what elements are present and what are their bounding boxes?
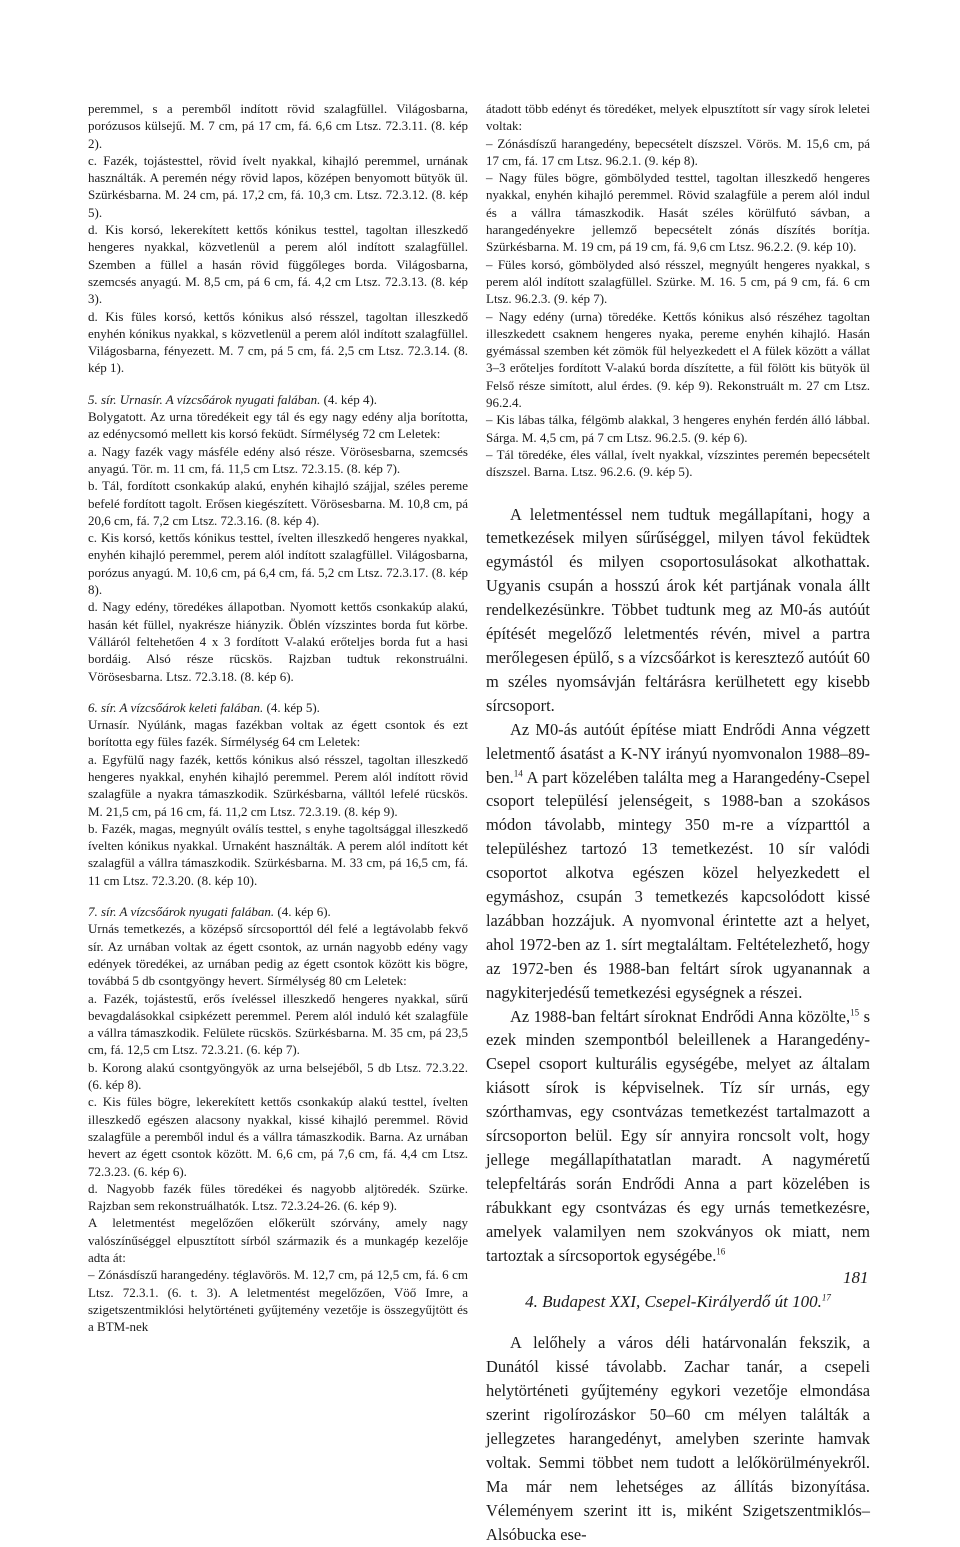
left-para: – Zónásdíszű harangedény. téglavörös. M. 12,7 cm, pá 12,5 cm, fá. 6 cm Ltsz. 72.3.1. (6. t. 3). A leletmentést megelőzően, Vöő Imre, a szigetszentmiklósi helytörténeti gyűjtemény vezetője is összegyűjtött és a BTM-nek xyxy=(88,1267,468,1335)
footnote-ref: 15 xyxy=(850,1007,860,1018)
section-heading-text: 4. Budapest XXI, Csepel-Királyerdő út 100. xyxy=(525,1291,822,1311)
left-para: c. Kis füles bögre, lekerekített kettős csonkakúp alakú testtel, ívelten illeszkedő egészen alacsony nyakkal, kissé kihajló peremmel. Rövid szalagfüle a peremből indul és a vállra támaszkodik. Barna. Az urnában hevert az égett csontok között. M. 6,6 cm, pá 7,6 cm, fá. 4,4 cm Ltsz. 72.3.23. (6. kép 6). xyxy=(88,1094,468,1179)
left-para: d. Nagyobb fazék füles töredékei és nagyobb aljtöredék. Szürke. Rajzban sem rekonstruálhatók. Ltsz. 72.3.24-26. (6. kép 9). xyxy=(88,1180,468,1214)
find-item: – Nagy füles bögre, gömbölyded testtel, tagoltan illeszkedő hengeres nyakkal, enyhén kihajló peremmel. Rövid szalagfüle a perem alól indul és a vállra támaszkodik. Hasát széles körülfutó sávban, a harangedényekre jellemző bepecsételt zónás díszítés borítja. Szürkésbarna. M. 19 cm, pá 19 cm, fá. 9,6 cm Ltsz. 96.2.2. (9. kép 10). xyxy=(486,170,870,255)
main-text xyxy=(486,503,870,1547)
left-column xyxy=(88,100,468,1335)
grave-heading xyxy=(88,903,468,920)
find-item: – Nagy edény (urna) töredéke. Kettős kónikus alsó részéhez tagoltan illeszkedett csaknem hengeres nyaka, pereme enyhén kihajló. Hasán gyémással szemben két zömök fül helyezkedett el A fülek között a vállat 3–3 erőteljes fordított V-alakú borda díszítette, a fül fölött kis bütyök ül Felső része simított, alul érdes. (9. kép 9). Rekonstruált m. 27 cm Ltsz. 96.2.4. xyxy=(486,308,870,411)
find-item: – Zónásdíszű harangedény, bepecsételt díszszel. Vörös. M. 15,6 cm, pá 17 cm, fá. 17 cm Ltsz. 96.2.1. (9. kép 8). xyxy=(486,135,870,168)
find-item: átadott több edényt és töredéket, melyek elpusztított sír vagy sírok leletei voltak: xyxy=(486,101,870,134)
left-para: a. Fazék, tojástestű, erős íveléssel illeszkedő hengeres nyakkal, sűrű bevagdalásokkal csipkézett peremmel. Perem alól induló két szalagfüle a vállra támaszkodik. Felülete rücskös. Szürkésbarna. M. 35 cm, pá 23,5 cm, fá. 12,5 cm Ltsz. 72.3.21. (6. kép 7). xyxy=(88,990,468,1058)
body-text: Az M0-ás autóút építése miatt Endrődi Anna végzett leletmentő ásatást a K-NY irányú nyomvonalon 1988–89-ben. xyxy=(486,719,870,787)
left-para: b. Tál, fordított csonkakúp alakú, enyhén kihajló szájjal, széles pereme befelé fordított tagolt. Erősen kiegészített. Vörösesbarna. M. 10,8 cm, pá 20,6 cm, fá. 7,2 cm Ltsz. 72.3.16. (8. kép 4). xyxy=(88,478,468,528)
find-item: – Füles korsó, gömbölyded alsó résszel, megnyúlt hengeres nyakkal, s perem alól indított szalagfüllel. Szürke. M. 16. 5 cm, pá 9 cm, fá. 6 cm Ltsz. 96.2.3. (9. kép 7). xyxy=(486,256,870,307)
left-para: Urnás temetkezés, a középső sírcsoporttól dél felé a legtávolabb fekvő sír. Az urnában voltak az égett csontok, az urnán nagyobb edény vagy edények töredékei, az urnában pedig az égett csontok között kis bögre, továbbá 5 db csontgyöngy hevert. Sírmélység 80 cm Leletek: xyxy=(88,921,468,989)
left-para: c. Fazék, tojástesttel, rövid ívelt nyakkal, kihajló peremmel, urnának használták. A peremén négy rövid lapos, középen benyomott bütyök ül. Szürkésbarna. M. 24 cm, pá. 17,2 cm, fá. 10,3 cm. Ltsz. 72.3.12. (8. kép 5). xyxy=(88,152,468,220)
grave-title: 5. sír. Urnasír. A vízcsőárok nyugati falában. xyxy=(88,391,321,407)
find-item: – Kis lábas tálka, félgömb alakkal, 3 hengeres enyhén ferdén álló lábbal. Sárga. M. 4,5 cm, pá 7 cm Ltsz. 96.2.5. (9. kép 6). xyxy=(486,412,870,445)
left-para: a. Nagy fazék vagy másféle edény alsó része. Vörösesbarna, szemcsés anyagú. Tör. m. 11 cm, fá. 11,5 cm Ltsz. 72.3.15. (8. kép 7). xyxy=(88,443,468,476)
body-text: Az 1988-ban feltárt síroknat Endrődi Anna közölte, xyxy=(510,1006,851,1026)
left-para: c. Kis korsó, kettős kónikus testtel, ívelten illeszkedő hengeres nyakkal, enyhén kihajló peremmel, perem alól indított szalagfüllel. Világosbarna, porózus anyagú. M. 10,6 cm, pá 6,4 cm, fá. 5,2 cm Ltsz. 72.3.17. (8. kép 8). xyxy=(88,530,468,598)
left-para: d. Nagy edény, töredékes állapotban. Nyomott kettős csonkakúp alakú, hasán két füllel, nyakrésze hiányzik. Öblén vízszintes borda fut körbe. Válláról feltehetően 4 x 3 fordított V-alakú erőteljes borda fut a hasi bordáig. Alsó része rücskös. Rajzban tudtuk rekonstruálni. Vörösesbarna. Ltsz. 72.3.18. (8. kép 6). xyxy=(88,599,468,684)
body-para xyxy=(486,1005,870,1268)
footnote-ref: 16 xyxy=(716,1246,726,1257)
left-para: d. Kis füles korsó, kettős kónikus alsó résszel, tagoltan illeszkedő enyhén kónikus nyakkal, s közvetlenül a perem alól indított szalagfüllel. Világosbarna, fényezett. M. 7 cm, pá 5 cm, fá. 2,5 cm Ltsz. 72.3.14. (8. kép 1). xyxy=(88,308,468,376)
body-para: A leletmentéssel nem tudtuk megállapítani, hogy a temetkezések milyen sűrűséggel, milyen távol feküdtek egymástól és milyen csoportosulásokat alkothattak. Ugyanis csupán a hosszú árok két partjának vonala állt rendelkezésünkre. Többet tudtunk meg az M0-ás autóút építését megelőző leletmentés révén, mivel a partra merőlegesen épülő, s a vízcsőárkot is keresztező autóút 60 m széles nyomsávján feltárásra kerülhetett egy kisebb sírcsoport. xyxy=(486,504,870,715)
body-text: s ezek minden szempontból beleillenek a Harangedény-Csepel csoport kulturális egységébe, melyet az általam kiásott sírok is képviselnek. Tíz sír urnás, egy szórthamvas, egy csontvázas temetkezést tartalmazott a sírcsoporton belül. Egy sír annyira roncsolt volt, hogy jellege megállapíthatatlan maradt. A nagyméretű telepfeltárás során Endrődi Anna a part közelében is rábukkant egy csontvázas és egy urnás temetkezésre, amelyek valamilyen nem szokványos ok miatt, nem tartoztak a sírcsoportok egységébe. xyxy=(486,1006,871,1265)
left-para: b. Korong alakú csontgyöngyök az urna belsejéből, 5 db Ltsz. 72.3.22. (6. kép 8). xyxy=(88,1059,468,1093)
body-para xyxy=(486,718,870,1005)
find-list xyxy=(486,100,870,481)
right-column xyxy=(486,100,870,1547)
footnote-ref: 17 xyxy=(821,1291,831,1302)
grave-title: 7. sír. A vízcsőárok nyugati falában. xyxy=(88,904,275,920)
find-item: – Tál töredéke, éles vállal, ívelt nyakkal, vízszintes peremén bepecsételt díszszel. Barna. Ltsz. 96.2.6. (9. kép 5). xyxy=(486,446,870,480)
left-para: b. Fazék, magas, megnyúlt oválís testtel, s enyhe tagoltsággal illeszkedő ívelten kónikus nyakkal. Urnaként használták. A perem alól indított két szalagfül a vállra támaszkodik. Szürkésbarna. M. 33 cm, pá 16,5 cm, fá. 11 cm Ltsz. 72.3.20. (8. kép 10). xyxy=(88,820,468,888)
left-para: Bolygatott. Az urna töredékeit egy tál és egy nagy edény alja borította, az edénycsomó mellett kis korsó feküdt. Sírmélység 72 cm Leletek: xyxy=(88,409,468,442)
grave-heading xyxy=(88,391,468,408)
left-para: d. Kis korsó, lekerekített kettős kónikus testtel, tagoltan illeszkedő hengeres nyakkal, közvetlenül a perem alól indított szalagfüllel. Szemben a füllel a hasán rövid függőleges borda. Világosbarna, szemcsés anyagú. M. 8,5 cm, pá 6 cm, fá. 4,2 cm Ltsz. 72.3.13. (8. kép 3). xyxy=(88,222,468,307)
left-para: peremmel, s a peremből indított rövid szalagfüllel. Világosbarna, porózusos külsejű. M. 7 cm, pá 17 cm, fá. 6,6 cm Ltsz. 72.3.11. (8. kép 2). xyxy=(88,101,468,151)
body-para: A lelőhely a város déli határvonalán fekszik, a Dunától kissé távolabb. Zachar tanár, a csepeli helytörténeti gyűjtemény egykori vezetője elmondása szerint rigolírozáskor 50–60 cm mélyen találták a jellegzetes harangedényt, amelyben szerinte hamvak voltak. Semmi többet nem tudott a lelőkörülményekről. Ma már nem lehetséges az állítás bizonyítása. Véleményem szerint itt is, miként Szigetszentmiklós–Alsóbucka ese- xyxy=(486,1333,870,1544)
footnote-ref: 14 xyxy=(513,768,523,779)
left-para: a. Egyfülű nagy fazék, kettős kónikus alsó résszel, tagoltan illeszkedő hengeres nyakkal, enyhén kihajló peremmel. Perem alól indított rövid szalagfüle a nyakra támaszkodik. Szürkésbarna, válltól lefelé rücskös. M. 21,5 cm, pá 16 cm, fá. 11,2 cm Ltsz. 72.3.19. (8. kép 9). xyxy=(88,751,468,819)
grave-figure-ref: (4. kép 5). xyxy=(263,699,320,715)
grave-heading xyxy=(88,699,468,716)
page-number: 181 xyxy=(843,1268,869,1287)
grave-title: 6. sír. A vízcsőárok keleti falában. xyxy=(88,699,264,715)
left-para: Urnasír. Nyúlánk, magas fazékban voltak az égett csontok és ezt borította egy füles fazék. Sírmélység 64 cm Leletek: xyxy=(88,717,468,750)
section-heading xyxy=(486,1290,870,1314)
left-para: A leletmentést megelőzően előkerült szórvány, amely nagy valószínűséggel elpusztított sírból származik és a munkagép kezelője adta át: xyxy=(88,1215,468,1265)
body-text: A part közelében találta meg a Harangedény-Csepel csoport településí jelenségeit, s 1988-ban a szokásos módon távolabb, mintegy 350 m-re a vízparttól a településhez tartozó 13 temetkezést. 10 sír valódi csoportot alkotva egészen közel helyezkedett el egymáshoz, csupán 3 temetkezés kapcsolódott kissé lazábban hozzájuk. A nyomvonal érintette azt a helyet, ahol 1972-ben az 1. sírt megtaláltam. Feltételezhető, hogy az 1972-ben és 1988-ban feltárt sírok ugyanannak a nagykiterjedésű temetkezési egységnek a részei. xyxy=(486,767,870,1002)
grave-figure-ref: (4. kép 6). xyxy=(274,904,331,920)
grave-figure-ref: (4. kép 4). xyxy=(320,391,378,407)
